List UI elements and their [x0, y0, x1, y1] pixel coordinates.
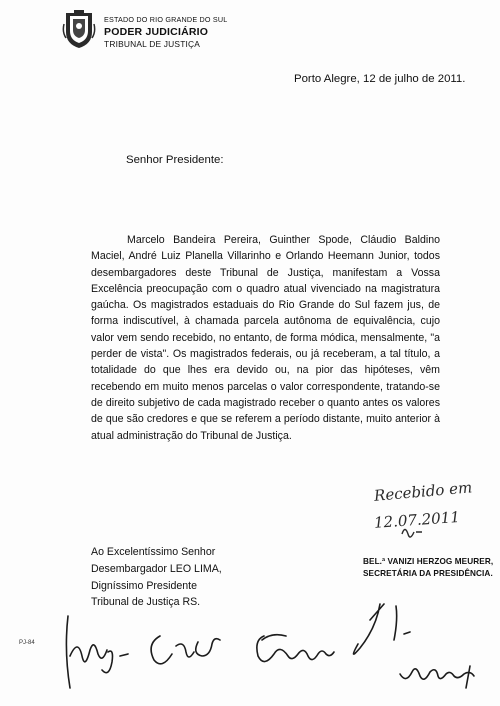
date-line: Porto Alegre, 12 de julho de 2011.	[294, 73, 466, 85]
handwritten-receipt-note	[370, 472, 495, 552]
body-paragraph: Marcelo Bandeira Pereira, Guinther Spode, Cláudio Baldino Maciel, André Luiz Planella Villarinho e Orlando Heemann Junior, todos desembargadores deste Tribunal de Justiça, manifestam a Vossa Excelência preocupação com o quadro atual vivenciado na magistratura gaúcha. Os magistrados estaduais do Rio Grande do Sul fazem jus, de forma indiscutível, à chamada parcela autônoma de equivalência, cujo valor vem sendo recebido, no entanto, de forma módica, mensalmente, "a perder de vista". Os magistrados federais, ou já receberam, a tal título, a totalidade do que lhes era devido ou, na pior das hipóteses, vêm recebendo em muito menos parcelas o valor correspondente, tratando-se de direito subjetivo de cada magistrado receber o quanto antes os valores de que são credores e que se referem a período distante, muito anterior à atual administração do Tribunal de Justiça.	[91, 234, 440, 442]
signature-1	[66, 616, 128, 688]
signature-5	[400, 666, 474, 688]
signature-2	[151, 636, 220, 664]
greeting: Senhor Presidente:	[126, 154, 224, 166]
stamp-line-2: SECRETÁRIA DA PRESIDÊNCIA.	[363, 569, 493, 578]
receipt-line-2: 12.07.2011	[373, 507, 461, 532]
secretary-stamp	[363, 556, 493, 580]
receipt-line-1: Recebido em	[373, 478, 473, 505]
letterhead-branch: PODER JUDICIÁRIO	[104, 26, 209, 38]
letterhead-court: TRIBUNAL DE JUSTIÇA	[104, 39, 201, 49]
letterhead	[104, 14, 227, 50]
form-code: PJ-84	[19, 640, 35, 646]
handwritten-signatures	[50, 596, 490, 702]
stamp-line-1: BEL.ª VANIZI HERZOG MEURER,	[363, 557, 494, 566]
addressee-line-2: Desembargador LEO LIMA,	[91, 562, 222, 575]
addressee-line-1: Ao Excelentíssimo Senhor	[91, 546, 216, 558]
letterhead-state: ESTADO DO RIO GRANDE DO SUL	[104, 15, 228, 24]
addressee-line-3: Digníssimo Presidente	[91, 579, 197, 592]
signature-3	[257, 635, 334, 662]
coat-of-arms-icon	[62, 10, 96, 50]
signature-4	[353, 604, 410, 654]
addressee-line-4: Tribunal de Justiça RS.	[91, 596, 201, 609]
